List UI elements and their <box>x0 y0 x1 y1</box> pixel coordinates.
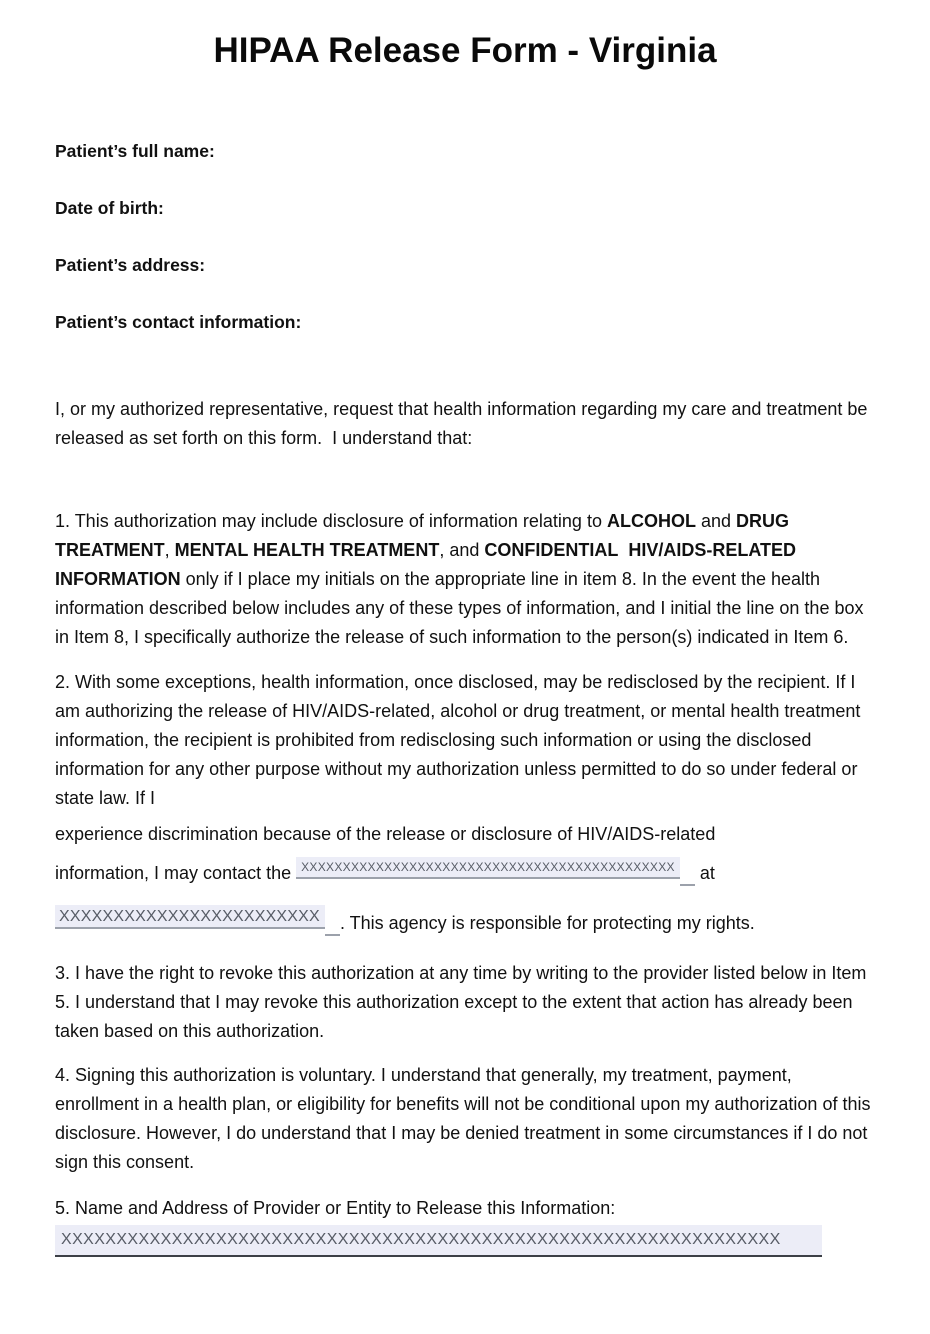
page-title: HIPAA Release Form - Virginia <box>213 31 717 70</box>
item-2-discrimination-line: experience discrimination because of the release or disclosure of HIV/AIDS-related <box>55 824 716 844</box>
provider-name-address-field[interactable]: XXXXXXXXXXXXXXXXXXXXXXXXXXXXXXXXXXXXXXXXXXXXXXXXXXXXXXXXXXXXXXXXX <box>55 1225 822 1257</box>
item-2-paragraph: 2. With some exceptions, health information, once disclosed, may be redisclosed by the recipient. If I am authorizing the release of HIV/AIDS-related, alcohol or drug treatment, or mental health treatment information, the recipient is prohibited from redisclosing such information or using the disclosed information for any other purpose without my authorization unless permitted to do so under federal or state law. If I <box>55 672 861 808</box>
date-of-birth-label: Date of birth: <box>55 198 164 218</box>
field-underline-tail <box>325 934 340 936</box>
patient-full-name-label: Patient’s full name: <box>55 141 215 161</box>
item-1-text-run: , and <box>439 540 485 560</box>
at-suffix-text: at <box>694 863 715 883</box>
item-1-text-run: and <box>695 511 736 531</box>
agency-name-field[interactable]: XXXXXXXXXXXXXXXXXXXXXXXXXXXXXXXXXXXXXXXXXXXXX <box>296 857 680 879</box>
item-1-paragraph <box>55 507 875 652</box>
drug-treatment-bold-text: DRUG TREATMENT <box>55 511 789 560</box>
mental-health-bold-text: MENTAL HEALTH TREATMENT <box>174 540 440 560</box>
contact-prefix-text: information, I may contact the <box>55 863 297 883</box>
item-4-paragraph: 4. Signing this authorization is voluntary. I understand that generally, my treatment, payment, enrollment in a health plan, or eligibility for benefits will not be conditional upon my authorization of this disclosure. However, I do understand that I may be denied treatment in some circumstances if I do not sign this consent. <box>55 1065 871 1172</box>
confidential-hiv-bold-text: CONFIDENTIAL HIV/AIDS-RELATED INFORMATION <box>55 540 797 589</box>
item-1-text-run: , <box>164 540 175 560</box>
item-3-paragraph: 3. I have the right to revoke this authorization at any time by writing to the provider listed below in Item 5. I understand that I may revoke this authorization except to the extent that action has already been taken based on this authorization. <box>55 963 867 1041</box>
alcohol-bold-text: ALCOHOL <box>606 511 696 531</box>
intro-paragraph: I, or my authorized representative, request that health information regarding my care and treatment be released as set forth on this form. I understand that: <box>55 399 868 448</box>
item-1-text-run: 1. This authorization may include disclosure of information relating to <box>55 511 607 531</box>
item-1-text-run: only if I place my initials on the appropriate line in item 8. In the event the health information described below includes any of these types of information, and I initial the line on the box in Item 8, I specifically authorize the release of such information to the person(s) indicated in Item 6. <box>55 569 864 647</box>
patient-address-label: Patient’s address: <box>55 255 206 275</box>
patient-contact-label: Patient’s contact information: <box>55 312 302 332</box>
rights-suffix-text: . This agency is responsible for protecting my rights. <box>339 913 755 933</box>
agency-contact-field[interactable]: XXXXXXXXXXXXXXXXXXXXXXXX <box>55 905 325 929</box>
patient-info-section <box>55 140 875 333</box>
agency-rights-line <box>55 905 875 938</box>
item-5-label: 5. Name and Address of Provider or Entity to Release this Information: <box>55 1198 616 1218</box>
agency-contact-line <box>55 857 875 888</box>
field-underline-tail <box>680 884 695 886</box>
